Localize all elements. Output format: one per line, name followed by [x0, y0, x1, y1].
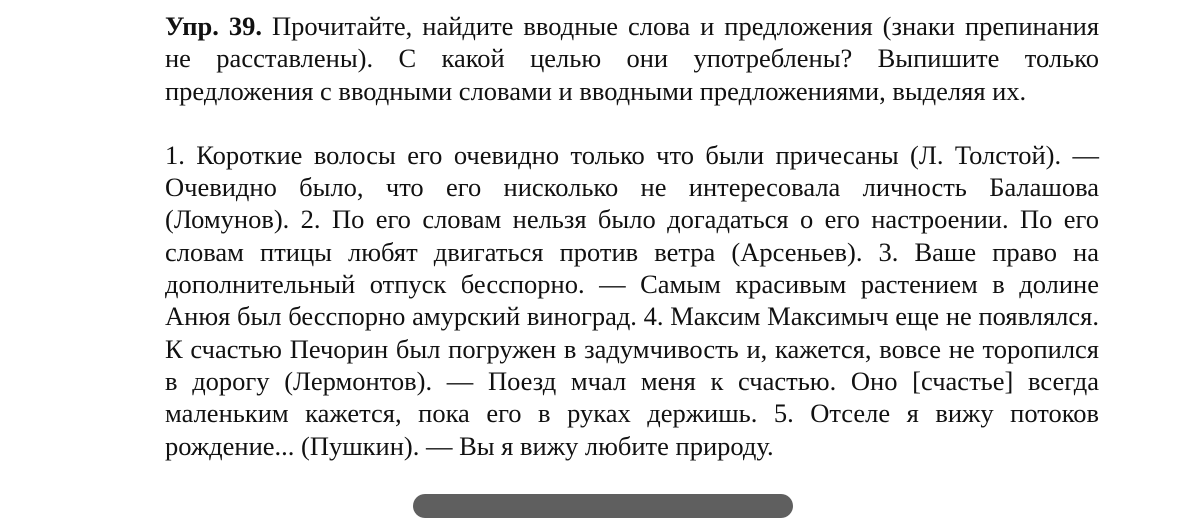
exercise-body-text: 1. Короткие волосы его очевидно только что были причесаны (Л. Толстой). — Очевидно было, что его нисколько не интересовала личность Балашова (Ломунов). 2. По его словам нельзя было догадаться о его настроении. По его словам птицы любят двигаться против ветра (Арсеньев). 3. Ваше право на дополнительный отпуск бесспорно. — Самым красивым растением в долине Анюя был бесспорно амурский виноград. 4. Максим Максимыч еще не появлялся. К счастью Печорин был погружен в задумчивость и, кажется, вовсе не торопился в дорогу (Лермонтов). — Поезд мчал меня к счастью. Оно [счастье] всегда маленьким кажется, пока его в руках держишь. 5. Отселе я вижу потоков рождение... (Пушкин). — Вы я вижу любите природу. [165, 139, 1099, 461]
exercise-instruction-text: Прочитайте, найдите вводные слова и предложения (знаки препинания не расставлены). С какой целью они употреблены? Выпишите только предложения с вводными словами и вводными предложениями, выделяя их. [165, 11, 1100, 106]
horizontal-scrollbar-thumb[interactable] [413, 494, 793, 518]
exercise-label: Упр. 39. [165, 11, 263, 41]
document-page [165, 10, 1099, 462]
exercise-instruction [165, 10, 1099, 107]
